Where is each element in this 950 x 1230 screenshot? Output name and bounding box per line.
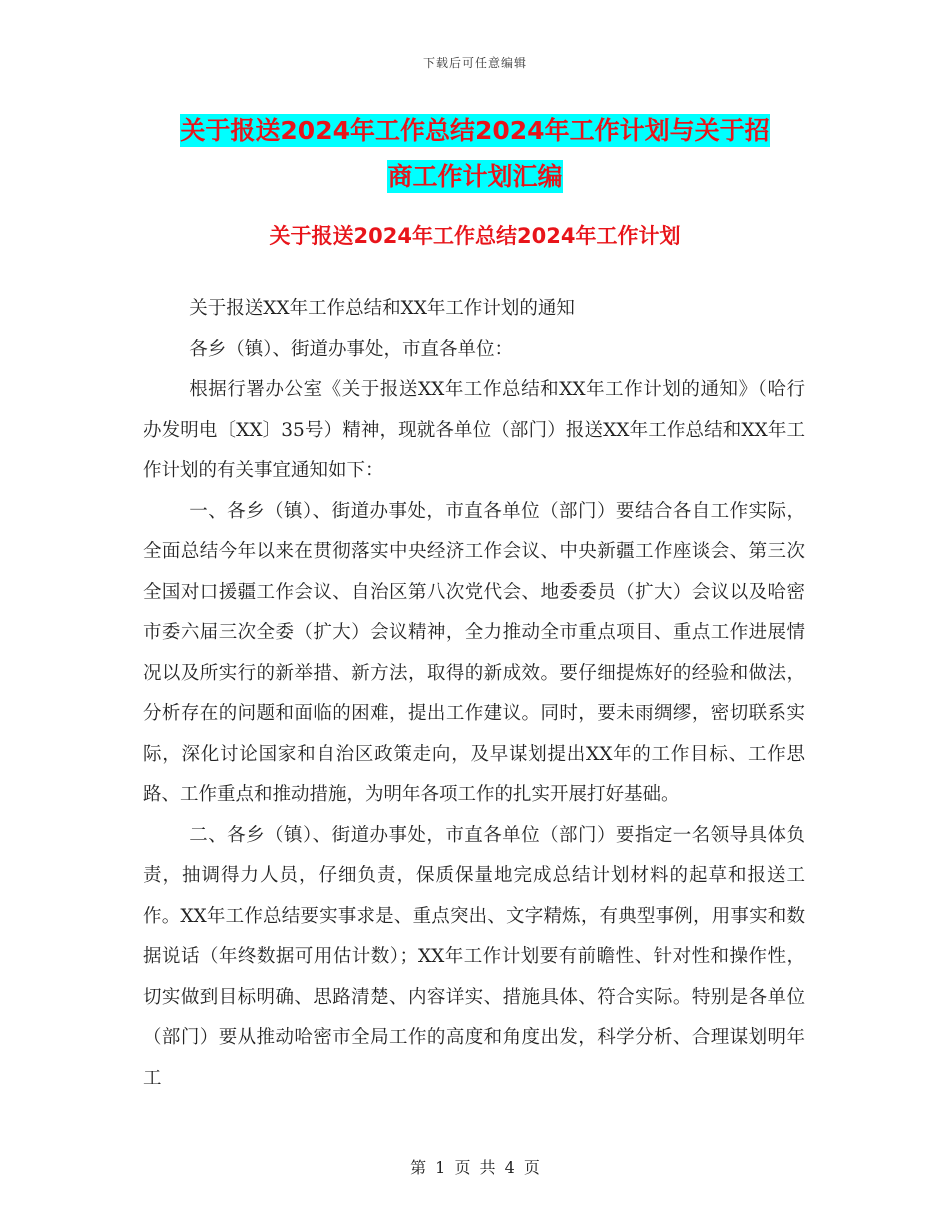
paragraph-notice-title: 关于报送XX年工作总结和XX年工作计划的通知 (189, 298, 575, 319)
main-title (0, 108, 950, 200)
header-note: 下载后可任意编辑 (422, 56, 527, 70)
document-body (143, 289, 805, 1099)
main-title-line1: 关于报送2024年工作总结2024年工作计划与关于招 (180, 116, 770, 145)
paragraph-salutation: 各乡（镇）、街道办事处，市直各单位： (189, 338, 514, 360)
paragraph-intro: 根据行署办公室《关于报送XX年工作总结和XX年工作计划的通知》（哈行办发明电〔XX〕35号）精神，现就各单位（部门）报送XX年工作总结和XX年工作计划的有关事宜通知如下： (143, 379, 805, 481)
section-title: 关于报送2024年工作总结2024年工作计划 (269, 224, 681, 248)
page-footer: 第 1 页 共 4 页 (410, 1158, 540, 1177)
main-title-line2: 商工作计划汇编 (387, 162, 563, 191)
paragraph-item-2: 二、各乡（镇）、街道办事处，市直各单位（部门）要指定一名领导具体负责，抽调得力人员，仔细负责，保质保量地完成总结计划材料的起草和报送工作。XX年工作总结要实事求是、重点突出、文字精炼，有典型事例，用事实和数据说话（年终数据可用估计数）；XX年工作计划要有前瞻性、针对性和操作性，切实做到目标明确、思路清楚、内容详实、措施具体、符合实际。特别是各单位（部门）要从推动哈密市全局工作的高度和角度出发，科学分析、合理谋划明年工 (143, 824, 805, 1089)
paragraph-item-1: 一、各乡（镇）、街道办事处，市直各单位（部门）要结合各自工作实际，全面总结今年以来在贯彻落实中央经济工作会议、中央新疆工作座谈会、第三次全国对口援疆工作会议、自治区第八次党代会、地委委员（扩大）会议以及哈密市委六届三次全委（扩大）会议精神，全力推动全市重点项目、重点工作进展情况以及所实行的新举措、新方法，取得的新成效。要仔细提炼好的经验和做法，分析存在的问题和面临的困难，提出工作建议。同时，要未雨绸缪，密切联系实际，深化讨论国家和自治区政策走向，及早谋划提出XX年的工作目标、工作思路、工作重点和推动措施，为明年各项工作的扎实开展打好基础。 (143, 500, 805, 805)
